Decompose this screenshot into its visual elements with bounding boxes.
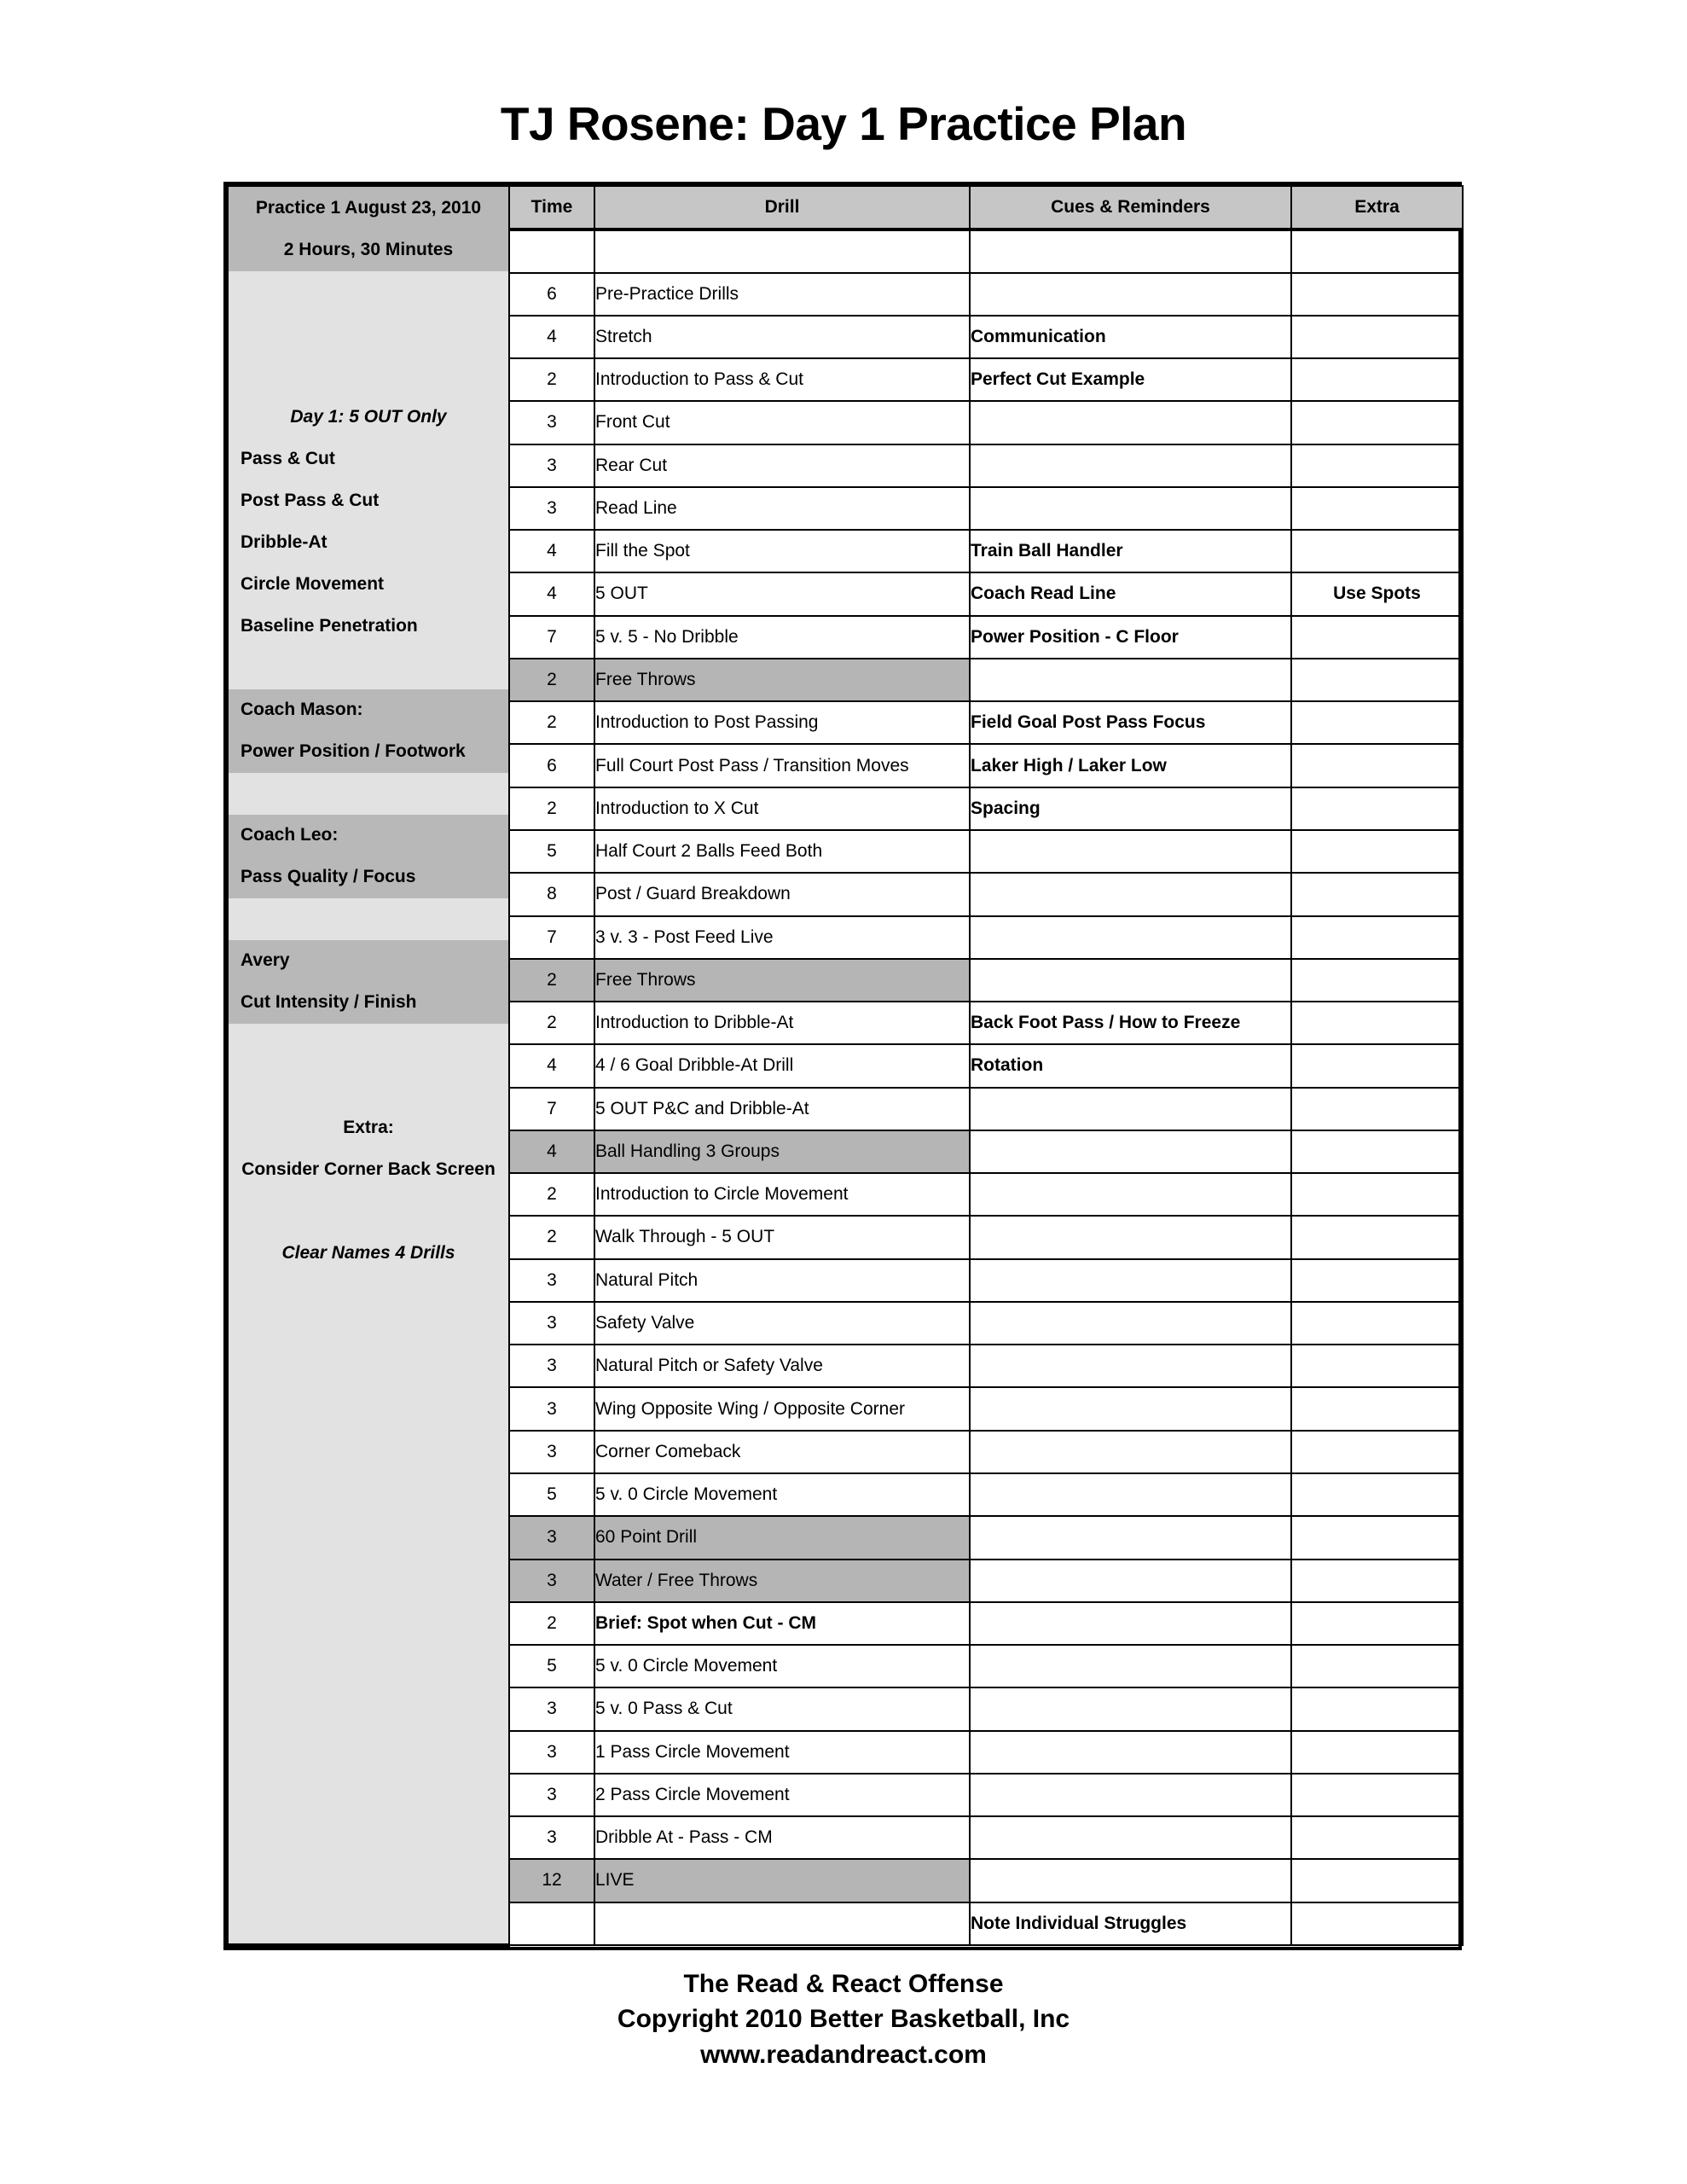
cell-time: 5 xyxy=(509,1473,594,1516)
cell-drill: 5 OUT xyxy=(594,572,970,615)
cell-time: 3 xyxy=(509,401,594,444)
cell-cues xyxy=(970,1387,1291,1430)
cell-cues xyxy=(970,1645,1291,1687)
column-header-extra: Extra xyxy=(1291,186,1463,229)
sidebar-note: Coach Mason: xyxy=(229,689,508,731)
sidebar-note: Pass Quality / Focus xyxy=(229,857,508,898)
cell-time: 3 xyxy=(509,1302,594,1345)
cell-extra xyxy=(1291,1816,1463,1859)
sidebar-spacer xyxy=(229,1484,508,1525)
cell-cues xyxy=(970,959,1291,1002)
sidebar-spacer xyxy=(229,898,508,940)
cell-drill: Pre-Practice Drills xyxy=(594,273,970,316)
sidebar-spacer xyxy=(229,271,508,313)
cell-extra xyxy=(1291,1516,1463,1559)
cell-drill: 5 v. 0 Pass & Cut xyxy=(594,1687,970,1730)
page-title: TJ Rosene: Day 1 Practice Plan xyxy=(500,97,1187,150)
cell-drill xyxy=(594,229,970,272)
sidebar-note: Dribble-At xyxy=(229,522,508,564)
cell-cues xyxy=(970,1816,1291,1859)
cell-time: 2 xyxy=(509,1002,594,1044)
column-header-time: Time xyxy=(509,186,594,229)
cell-time: 4 xyxy=(509,572,594,615)
cell-drill: Introduction to Post Passing xyxy=(594,701,970,744)
cell-drill: Introduction to Pass & Cut xyxy=(594,358,970,401)
cell-time: 3 xyxy=(509,1387,594,1430)
cell-cues: Communication xyxy=(970,316,1291,358)
cell-time: 2 xyxy=(509,787,594,830)
sidebar-note: Power Position / Footwork xyxy=(229,731,508,773)
cell-drill: Introduction to X Cut xyxy=(594,787,970,830)
cell-time: 3 xyxy=(509,1516,594,1559)
cell-cues xyxy=(970,1774,1291,1816)
cell-time xyxy=(509,1902,594,1945)
cell-time: 6 xyxy=(509,273,594,316)
sidebar-note: Coach Leo: xyxy=(229,815,508,857)
cell-drill: Rear Cut xyxy=(594,444,970,487)
cell-extra xyxy=(1291,1302,1463,1345)
sidebar-spacer xyxy=(229,1024,508,1066)
cell-extra xyxy=(1291,959,1463,1002)
cell-time: 2 xyxy=(509,1173,594,1216)
cell-time: 4 xyxy=(509,530,594,572)
cell-extra xyxy=(1291,358,1463,401)
column-header-cues: Cues & Reminders xyxy=(970,186,1291,229)
sidebar-spacer xyxy=(229,1818,508,1860)
cell-extra xyxy=(1291,1645,1463,1687)
cell-drill: Walk Through - 5 OUT xyxy=(594,1216,970,1258)
cell-time: 3 xyxy=(509,1345,594,1387)
cell-extra xyxy=(1291,1044,1463,1087)
table-header-row xyxy=(228,186,1463,229)
sidebar-spacer xyxy=(229,355,508,397)
cell-cues xyxy=(970,1088,1291,1130)
cell-cues xyxy=(970,1302,1291,1345)
cell-cues xyxy=(970,1130,1291,1173)
cell-drill: Corner Comeback xyxy=(594,1431,970,1473)
sidebar-spacer xyxy=(229,1525,508,1567)
sidebar-note: Consider Corner Back Screen xyxy=(229,1149,508,1191)
cell-extra xyxy=(1291,1687,1463,1730)
cell-extra xyxy=(1291,1431,1463,1473)
sidebar-spacer xyxy=(229,648,508,689)
sidebar-spacer xyxy=(229,773,508,815)
cell-cues: Power Position - C Floor xyxy=(970,616,1291,659)
cell-cues: Perfect Cut Example xyxy=(970,358,1291,401)
cell-cues xyxy=(970,1731,1291,1774)
cell-drill: 3 v. 3 - Post Feed Live xyxy=(594,916,970,959)
cell-extra xyxy=(1291,873,1463,915)
cell-cues: Coach Read Line xyxy=(970,572,1291,615)
cell-extra xyxy=(1291,1902,1463,1945)
cell-drill: 5 v. 0 Circle Movement xyxy=(594,1473,970,1516)
cell-extra xyxy=(1291,487,1463,530)
cell-drill: 1 Pass Circle Movement xyxy=(594,1731,970,1774)
cell-time: 4 xyxy=(509,1044,594,1087)
cell-time: 3 xyxy=(509,1259,594,1302)
sidebar-header: Practice 1 August 23, 2010 xyxy=(229,187,508,229)
cell-extra xyxy=(1291,1602,1463,1645)
cell-time: 3 xyxy=(509,1774,594,1816)
practice-plan-table xyxy=(227,185,1464,1947)
cell-extra xyxy=(1291,401,1463,444)
cell-extra xyxy=(1291,701,1463,744)
cell-cues xyxy=(970,1473,1291,1516)
sidebar-spacer xyxy=(229,1191,508,1233)
sidebar-spacer xyxy=(229,1066,508,1107)
cell-extra xyxy=(1291,1473,1463,1516)
cell-extra xyxy=(1291,1216,1463,1258)
cell-time: 12 xyxy=(509,1859,594,1902)
cell-cues: Spacing xyxy=(970,787,1291,830)
cell-time: 3 xyxy=(509,444,594,487)
cell-cues xyxy=(970,873,1291,915)
cell-cues xyxy=(970,659,1291,701)
sidebar-column xyxy=(228,186,509,1945)
cell-cues xyxy=(970,1516,1291,1559)
sidebar-spacer xyxy=(229,1693,508,1734)
cell-extra xyxy=(1291,1130,1463,1173)
cell-drill: Full Court Post Pass / Transition Moves xyxy=(594,744,970,787)
cell-drill xyxy=(594,1902,970,1945)
cell-extra xyxy=(1291,1859,1463,1902)
cell-cues xyxy=(970,444,1291,487)
sidebar-note: Day 1: 5 OUT Only xyxy=(229,397,508,439)
cell-time: 6 xyxy=(509,744,594,787)
cell-cues xyxy=(970,830,1291,873)
sidebar-spacer xyxy=(229,1316,508,1358)
cell-cues: Back Foot Pass / How to Freeze xyxy=(970,1002,1291,1044)
cell-drill: Post / Guard Breakdown xyxy=(594,873,970,915)
sidebar-spacer xyxy=(229,1651,508,1693)
sidebar-spacer xyxy=(229,1734,508,1776)
cell-time: 4 xyxy=(509,316,594,358)
sidebar-spacer xyxy=(229,1400,508,1442)
sidebar-spacer xyxy=(229,313,508,355)
cell-drill: 60 Point Drill xyxy=(594,1516,970,1559)
cell-cues xyxy=(970,1560,1291,1602)
cell-time: 2 xyxy=(509,1216,594,1258)
cell-cues xyxy=(970,273,1291,316)
cell-extra xyxy=(1291,616,1463,659)
cell-time: 2 xyxy=(509,1602,594,1645)
cell-time: 2 xyxy=(509,959,594,1002)
cell-extra xyxy=(1291,1345,1463,1387)
cell-drill: Brief: Spot when Cut - CM xyxy=(594,1602,970,1645)
cell-extra xyxy=(1291,530,1463,572)
cell-drill: Ball Handling 3 Groups xyxy=(594,1130,970,1173)
cell-extra xyxy=(1291,1731,1463,1774)
cell-cues xyxy=(970,229,1291,272)
cell-cues: Train Ball Handler xyxy=(970,530,1291,572)
cell-cues: Field Goal Post Pass Focus xyxy=(970,701,1291,744)
cell-drill: Safety Valve xyxy=(594,1302,970,1345)
cell-drill: 5 OUT P&C and Dribble-At xyxy=(594,1088,970,1130)
sidebar-spacer xyxy=(229,1567,508,1609)
cell-cues xyxy=(970,1216,1291,1258)
column-header-drill: Drill xyxy=(594,186,970,229)
cell-drill: 4 / 6 Goal Dribble-At Drill xyxy=(594,1044,970,1087)
sidebar-note: Avery xyxy=(229,940,508,982)
sidebar-spacer xyxy=(229,1442,508,1484)
cell-extra xyxy=(1291,744,1463,787)
cell-time: 2 xyxy=(509,358,594,401)
cell-extra xyxy=(1291,229,1463,272)
footer-line-offense: The Read & React Offense xyxy=(683,1970,1004,1998)
cell-drill: Water / Free Throws xyxy=(594,1560,970,1602)
cell-extra xyxy=(1291,316,1463,358)
cell-cues xyxy=(970,401,1291,444)
cell-cues xyxy=(970,1602,1291,1645)
sidebar-note: Clear Names 4 Drills xyxy=(229,1233,508,1275)
cell-extra: Use Spots xyxy=(1291,572,1463,615)
sidebar-spacer xyxy=(229,1776,508,1818)
cell-cues xyxy=(970,1259,1291,1302)
sidebar-note: Pass & Cut xyxy=(229,439,508,480)
cell-cues xyxy=(970,1859,1291,1902)
cell-time xyxy=(509,229,594,272)
cell-time: 3 xyxy=(509,1687,594,1730)
cell-time: 2 xyxy=(509,659,594,701)
sidebar-note: Extra: xyxy=(229,1107,508,1149)
sidebar-spacer xyxy=(229,1902,508,1943)
cell-drill: LIVE xyxy=(594,1859,970,1902)
cell-extra xyxy=(1291,1387,1463,1430)
cell-time: 3 xyxy=(509,1560,594,1602)
cell-drill: Wing Opposite Wing / Opposite Corner xyxy=(594,1387,970,1430)
cell-time: 7 xyxy=(509,616,594,659)
footer-line-copyright: Copyright 2010 Better Basketball, Inc xyxy=(617,2005,1070,2034)
practice-plan-table-wrapper xyxy=(223,182,1462,1950)
cell-time: 7 xyxy=(509,1088,594,1130)
cell-drill: 5 v. 0 Circle Movement xyxy=(594,1645,970,1687)
footer-line-website: www.readandreact.com xyxy=(700,2040,987,2069)
cell-time: 7 xyxy=(509,916,594,959)
cell-cues xyxy=(970,916,1291,959)
cell-extra xyxy=(1291,1774,1463,1816)
cell-extra xyxy=(1291,273,1463,316)
sidebar-spacer xyxy=(229,1275,508,1316)
sidebar-note: Post Pass & Cut xyxy=(229,480,508,522)
cell-drill: Half Court 2 Balls Feed Both xyxy=(594,830,970,873)
cell-cues: Laker High / Laker Low xyxy=(970,744,1291,787)
cell-drill: Introduction to Dribble-At xyxy=(594,1002,970,1044)
cell-drill: Stretch xyxy=(594,316,970,358)
sidebar-note: Circle Movement xyxy=(229,564,508,606)
cell-drill: Free Throws xyxy=(594,659,970,701)
cell-cues xyxy=(970,1173,1291,1216)
cell-extra xyxy=(1291,1173,1463,1216)
cell-time: 3 xyxy=(509,487,594,530)
cell-drill: Read Line xyxy=(594,487,970,530)
cell-drill: 5 v. 5 - No Dribble xyxy=(594,616,970,659)
cell-cues xyxy=(970,1345,1291,1387)
cell-extra xyxy=(1291,1002,1463,1044)
cell-extra xyxy=(1291,1560,1463,1602)
cell-cues xyxy=(970,1687,1291,1730)
sidebar-spacer xyxy=(229,1358,508,1400)
cell-drill: Dribble At - Pass - CM xyxy=(594,1816,970,1859)
cell-drill: Front Cut xyxy=(594,401,970,444)
cell-extra xyxy=(1291,659,1463,701)
cell-extra xyxy=(1291,1259,1463,1302)
cell-cues: Note Individual Struggles xyxy=(970,1902,1291,1945)
sidebar-spacer xyxy=(229,1860,508,1902)
sidebar-note: Baseline Penetration xyxy=(229,606,508,648)
document-footer xyxy=(0,1966,1687,2072)
cell-drill: 2 Pass Circle Movement xyxy=(594,1774,970,1816)
cell-cues xyxy=(970,487,1291,530)
sidebar-spacer xyxy=(229,1609,508,1651)
cell-drill: Introduction to Circle Movement xyxy=(594,1173,970,1216)
cell-time: 3 xyxy=(509,1731,594,1774)
sidebar-note: Cut Intensity / Finish xyxy=(229,982,508,1024)
cell-time: 5 xyxy=(509,830,594,873)
cell-drill: Fill the Spot xyxy=(594,530,970,572)
cell-extra xyxy=(1291,830,1463,873)
cell-drill: Free Throws xyxy=(594,959,970,1002)
cell-drill: Natural Pitch xyxy=(594,1259,970,1302)
cell-drill: Natural Pitch or Safety Valve xyxy=(594,1345,970,1387)
cell-time: 3 xyxy=(509,1431,594,1473)
cell-extra xyxy=(1291,787,1463,830)
cell-time: 4 xyxy=(509,1130,594,1173)
cell-time: 5 xyxy=(509,1645,594,1687)
cell-extra xyxy=(1291,916,1463,959)
cell-cues: Rotation xyxy=(970,1044,1291,1087)
cell-time: 2 xyxy=(509,701,594,744)
cell-extra xyxy=(1291,444,1463,487)
cell-cues xyxy=(970,1431,1291,1473)
cell-time: 3 xyxy=(509,1816,594,1859)
sidebar-subheader: 2 Hours, 30 Minutes xyxy=(229,229,508,271)
cell-time: 8 xyxy=(509,873,594,915)
cell-extra xyxy=(1291,1088,1463,1130)
